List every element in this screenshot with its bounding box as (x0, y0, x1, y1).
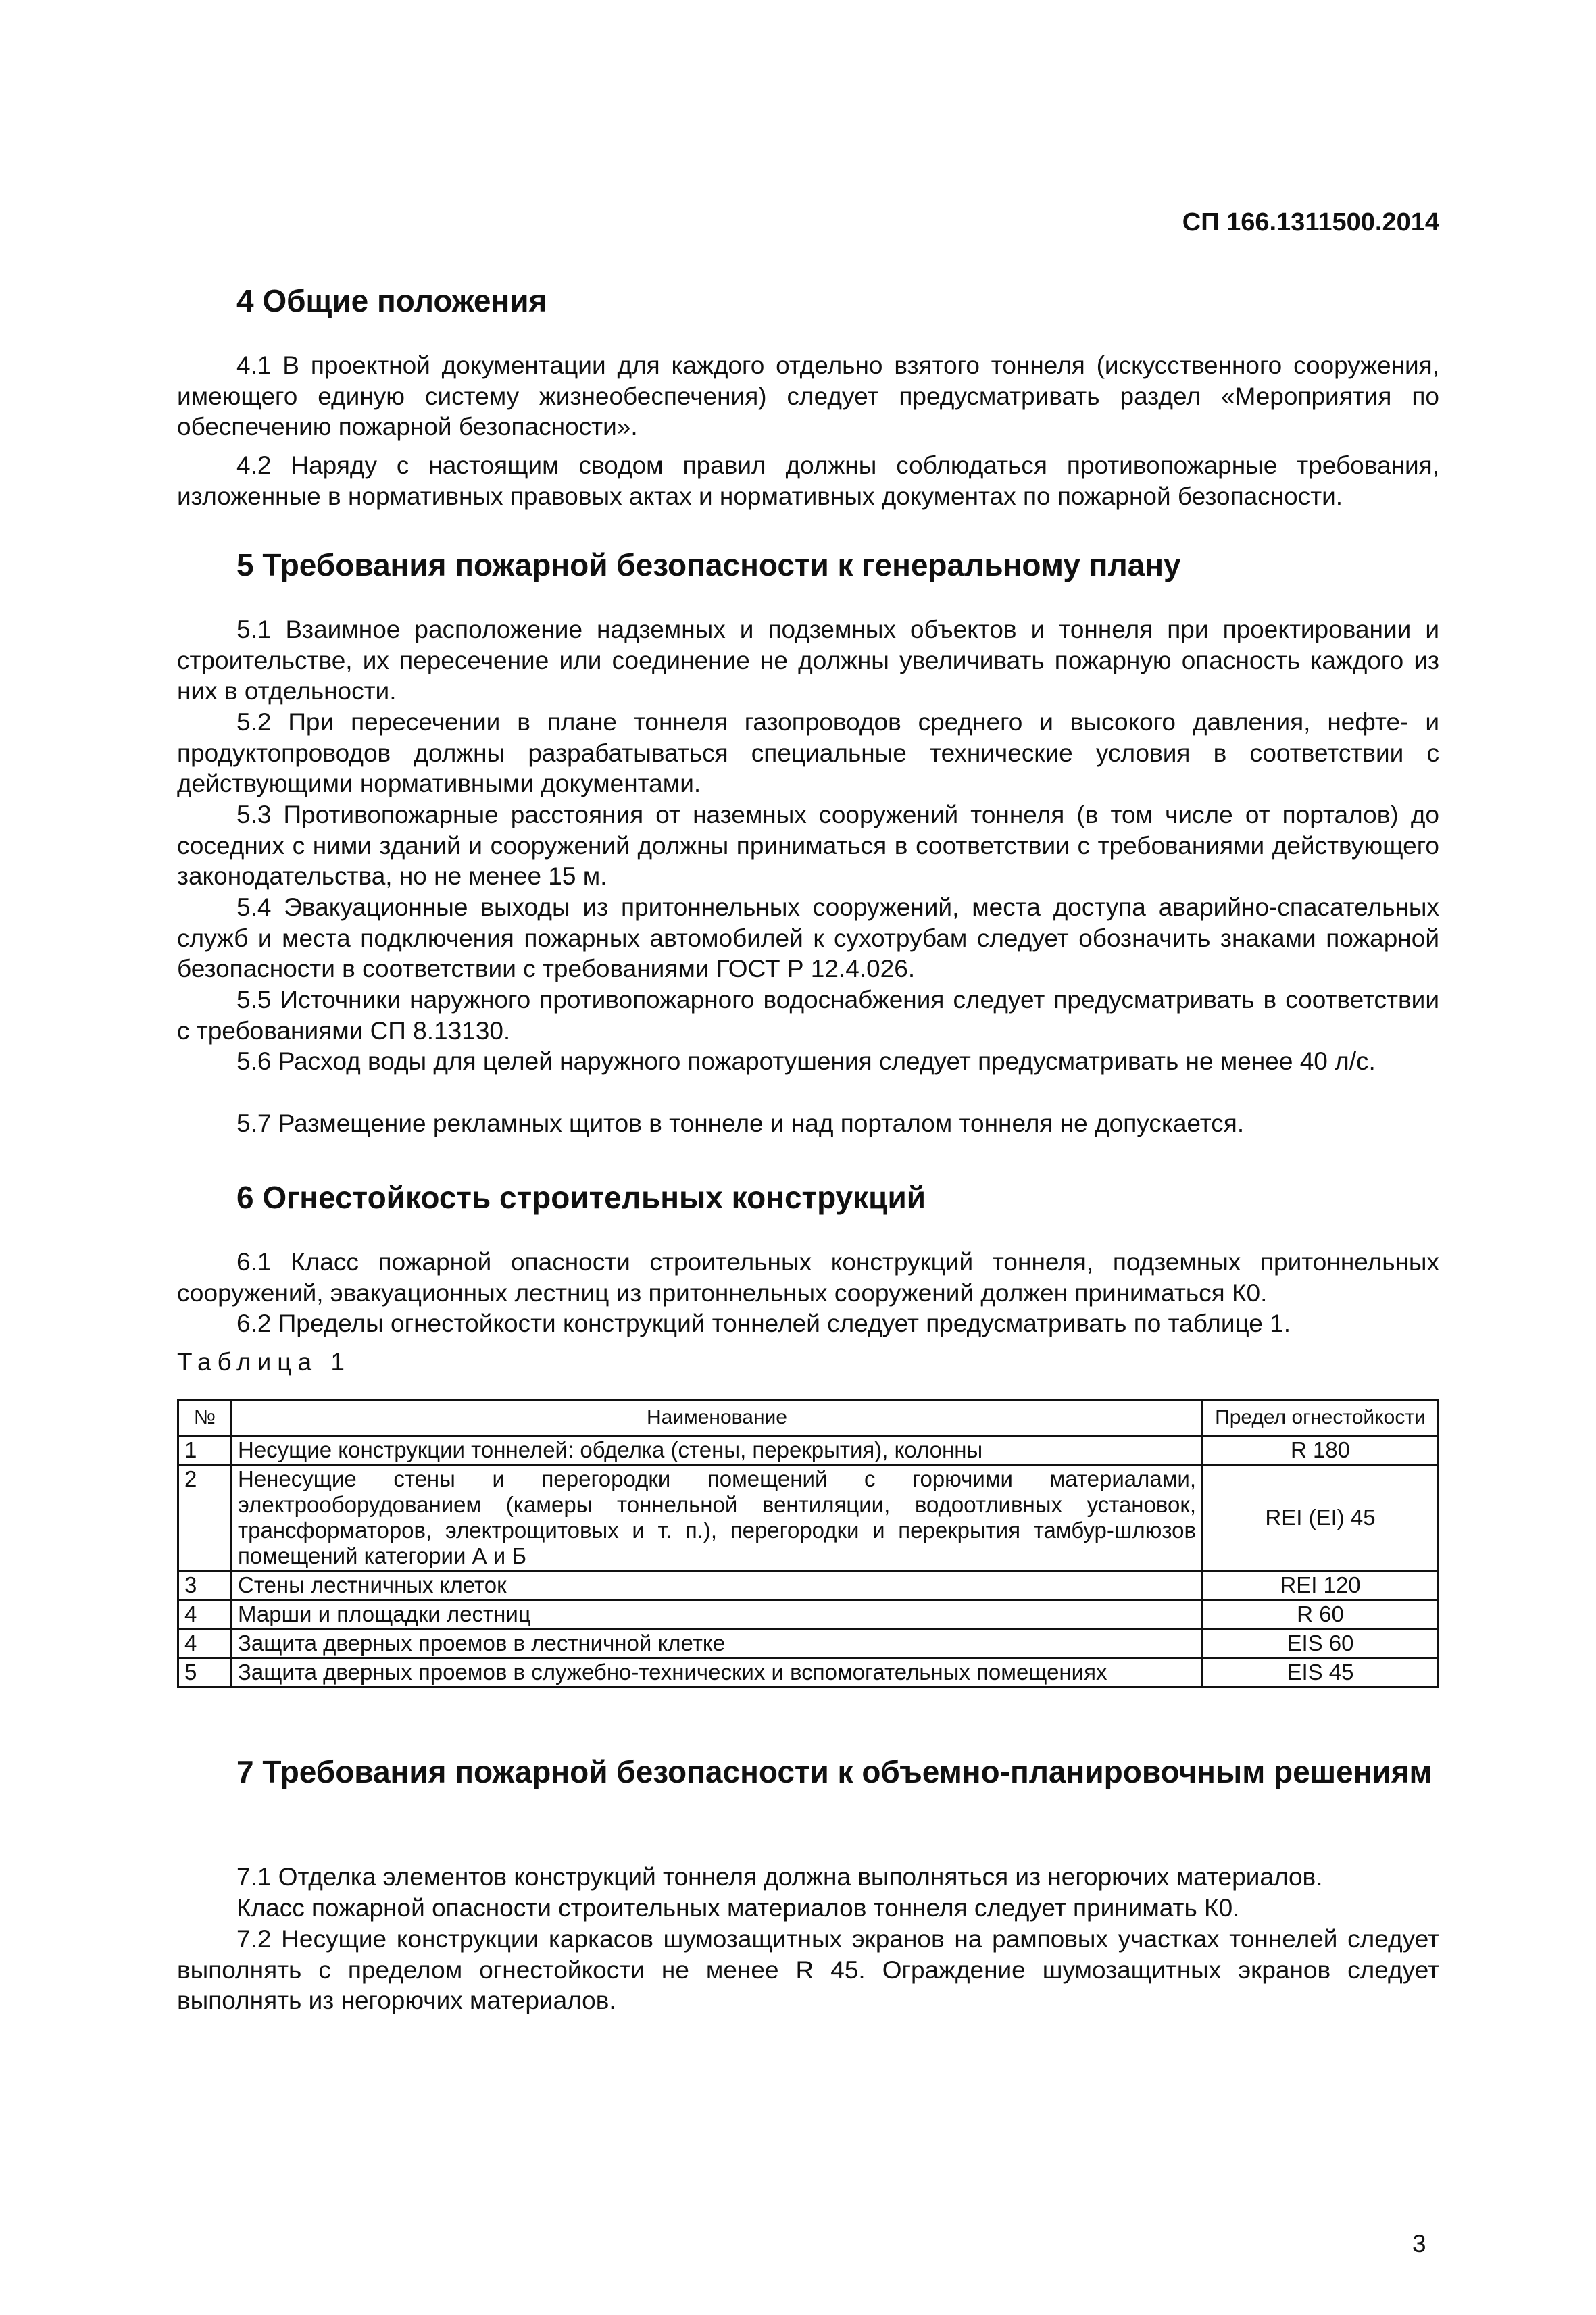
column-header-limit: Предел огнестойкости (1203, 1400, 1439, 1436)
row-number: 1 (178, 1436, 232, 1465)
row-name: Защита дверных проемов в лестничной клетке (232, 1629, 1203, 1658)
row-number: 3 (178, 1571, 232, 1600)
table-row (178, 1465, 1439, 1571)
paragraph-5-5: 5.5 Источники наружного противопожарного водоснабжения следует предусматривать в соответствии с требованиями СП 8.13130. (177, 986, 1439, 1045)
row-name: Защита дверных проемов в служебно-технических и вспомогательных помещениях (232, 1658, 1203, 1687)
row-limit: EIS 45 (1203, 1658, 1439, 1687)
column-header-name: Наименование (232, 1400, 1203, 1436)
row-number: 4 (178, 1600, 232, 1629)
table-header-row (178, 1400, 1439, 1436)
row-limit: R 60 (1203, 1600, 1439, 1629)
row-name: Стены лестничных клеток (232, 1571, 1203, 1600)
paragraph-4-2: 4.2 Наряду с настоящим сводом правил должны соблюдаться противопожарные требования, изложенные в нормативных правовых актах и нормативных документах по пожарной безопасности. (177, 451, 1439, 510)
row-name: Марши и площадки лестниц (232, 1600, 1203, 1629)
table-row (178, 1600, 1439, 1629)
table-row (178, 1571, 1439, 1600)
page-number: 3 (1412, 2230, 1426, 2258)
row-limit: R 180 (1203, 1436, 1439, 1465)
paragraph-5-7: 5.7 Размещение рекламных щитов в тоннеле и над порталом тоннеля не допускается. (236, 1110, 1245, 1137)
row-number: 2 (178, 1465, 232, 1571)
paragraph-6-1: 6.1 Класс пожарной опасности строительных конструкций тоннеля, подземных притоннельных сооружений, эвакуационных лестниц из притоннельных сооружений должен приниматься К0. (177, 1248, 1439, 1307)
paragraph-5-3: 5.3 Противопожарные расстояния от наземных сооружений тоннеля (в том числе от порталов) до соседних с ними зданий и сооружений должны приниматься в соответствии с требованиями действующего законодательства, но не менее 15 м. (177, 801, 1439, 891)
table-row (178, 1436, 1439, 1465)
table-row (178, 1629, 1439, 1658)
section-7-heading: 7 Требования пожарной безопасности к объемно-планировочным решениям (236, 1754, 1432, 1789)
document-code: СП 166.1311500.2014 (1182, 208, 1439, 237)
section-6-heading: 6 Огнестойкость строительных конструкций (236, 1180, 926, 1215)
paragraph-5-4: 5.4 Эвакуационные выходы из притоннельных сооружений, места доступа аварийно-спасательных служб и места подключения пожарных автомобилей к сухотрубам следует обозначить знаками пожарной безопасности в соответствии с требованиями ГОСТ Р 12.4.026. (177, 893, 1439, 983)
row-name: Несущие конструкции тоннелей: обделка (стены, перекрытия), колонны (232, 1436, 1203, 1465)
section-5-heading: 5 Требования пожарной безопасности к генеральному плану (236, 547, 1181, 582)
section-4-heading: 4 Общие положения (236, 283, 547, 318)
table-row (178, 1658, 1439, 1687)
row-limit: REI (EI) 45 (1203, 1465, 1439, 1571)
row-number: 5 (178, 1658, 232, 1687)
paragraph-6-2: 6.2 Пределы огнестойкости конструкций тоннелей следует предусматривать по таблице 1. (236, 1310, 1291, 1337)
row-limit: EIS 60 (1203, 1629, 1439, 1658)
paragraph-5-1: 5.1 Взаимное расположение надземных и подземных объектов и тоннеля при проектировании и строительстве, их пересечение или соединение не должны увеличивать пожарную опасность каждого из них в отдельности. (177, 616, 1439, 705)
paragraph-7-1-continued: Класс пожарной опасности строительных материалов тоннеля следует принимать К0. (236, 1894, 1240, 1922)
paragraph-7-2: 7.2 Несущие конструкции каркасов шумозащитных экранов на рамповых участках тоннелей следует выполнять с пределом огнестойкости не менее R 45. Ограждение шумозащитных экранов следует выполнять из негорючих материалов. (177, 1925, 1439, 2015)
paragraph-5-6: 5.6 Расход воды для целей наружного пожаротушения следует предусматривать не менее 40 л/с. (236, 1047, 1376, 1075)
row-number: 4 (178, 1629, 232, 1658)
column-header-number: № (178, 1400, 232, 1436)
row-limit: REI 120 (1203, 1571, 1439, 1600)
paragraph-4-1: 4.1 В проектной документации для каждого отдельно взятого тоннеля (искусственного сооружения, имеющего единую систему жизнеобеспечения) следует предусматривать раздел «Мероприятия по обеспечению пожарной безопасности». (177, 351, 1439, 441)
row-name: Ненесущие стены и перегородки помещений с горючими материалами, электрооборудованием (камеры тоннельной вентиляции, водоотливных установок, трансформаторов, электрощитовых и т. п.), перегородки и перекрытия тамбур-шлюзов помещений категории А и Б (232, 1465, 1203, 1571)
paragraph-7-1: 7.1 Отделка элементов конструкций тоннеля должна выполняться из негорючих материалов. (236, 1863, 1323, 1891)
paragraph-5-2: 5.2 При пересечении в плане тоннеля газопроводов среднего и высокого давления, нефте- и продуктопроводов должны разрабатываться специальные технические условия в соответствии с действующими нормативными документами. (177, 708, 1439, 798)
fire-resistance-table (177, 1399, 1439, 1688)
table-caption: Таблица 1 (177, 1348, 351, 1376)
